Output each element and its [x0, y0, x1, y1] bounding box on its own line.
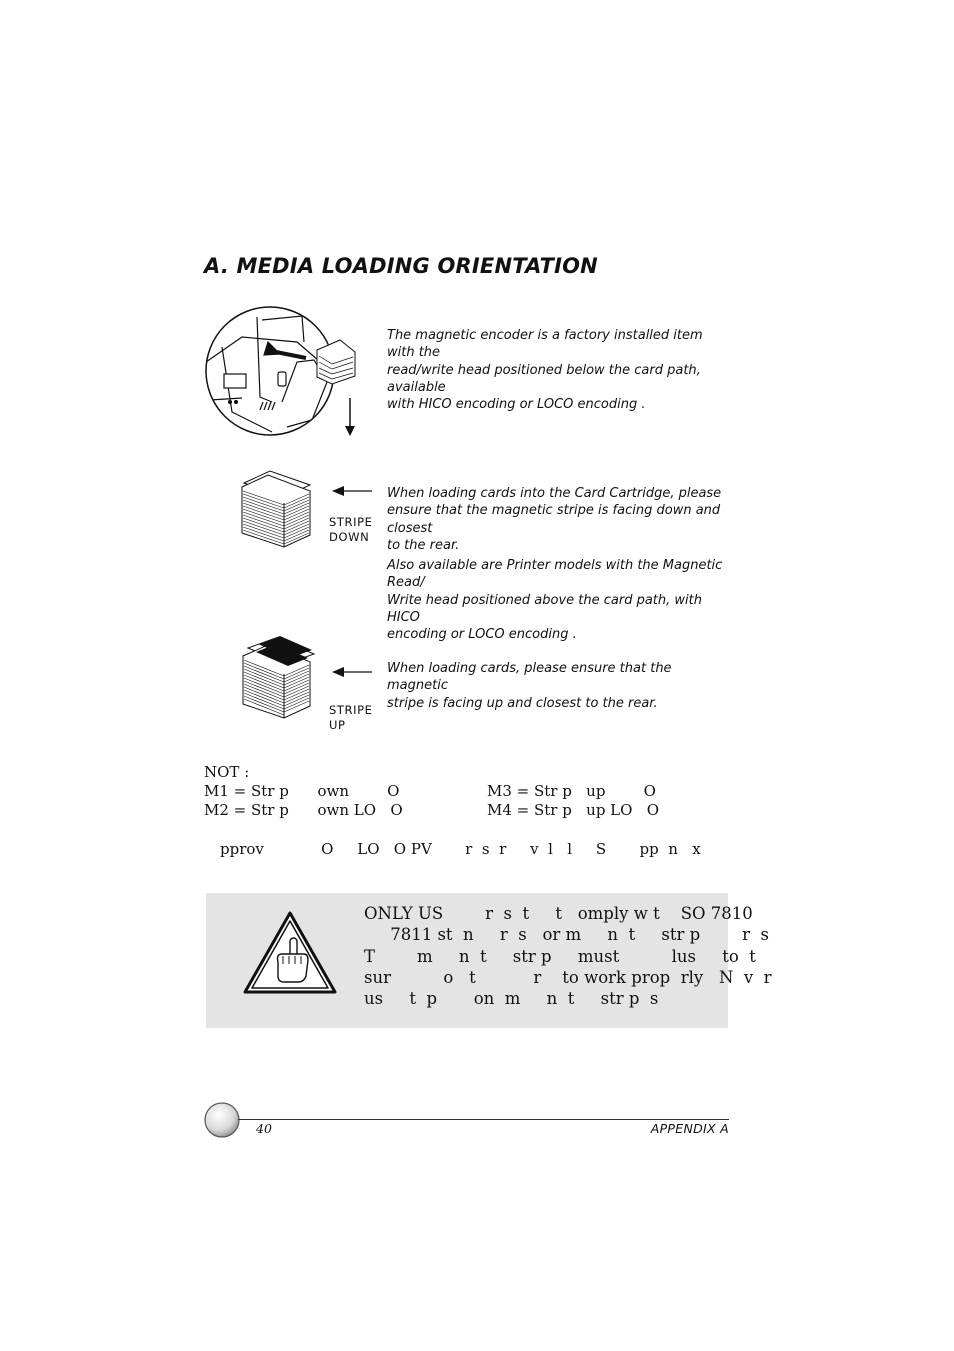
- page-number: 40: [256, 1121, 272, 1136]
- intro-paragraph: The magnetic encoder is a factory installed item with the read/write head positioned below the card path, available with HICO encoding or LOCO encoding .: [387, 328, 703, 413]
- footer-rule: [238, 1119, 729, 1120]
- page-title: A. MEDIA LOADING ORIENTATION: [204, 254, 598, 278]
- note-heading: NOT :: [204, 763, 250, 781]
- note-approved: pprov O LO O PV r s r v l l S pp n x: [220, 840, 701, 858]
- stripe-down-label: STRIPE DOWN: [329, 515, 373, 544]
- section-label: APPENDIX A: [650, 1121, 729, 1136]
- note-m4: M4 = Str p up LO O: [487, 801, 660, 819]
- also-available-paragraph: Also available are Printer models with the Magnetic Read/ Write head positioned above the card path, with HICO encoding or LOCO encoding .: [387, 558, 723, 643]
- stripe-down-paragraph: When loading cards into the Card Cartridge, please ensure that the magnetic stripe is facing down and closest to the rear.: [387, 486, 722, 553]
- note-m3: M3 = Str p up O: [487, 782, 656, 800]
- stripe-up-paragraph: When loading cards, please ensure that the magnetic stripe is facing up and closest to the rear.: [387, 661, 672, 711]
- note-m1: M1 = Str p own O: [204, 782, 400, 800]
- note-m2: M2 = Str p own LO O: [204, 801, 403, 819]
- printer-illustration: [202, 302, 362, 442]
- page-tab-circle-icon: [203, 1101, 241, 1139]
- warning-text: ONLY US r s t t omply w t SO 7810 7811 st n r s or m n t str p r s T m n t str p must lus to t sur o t r to work prop rly N v r us t p on m n t str p s: [364, 904, 772, 1009]
- stripe-up-label: STRIPE UP: [329, 703, 373, 732]
- pointing-hand-warning-icon: [242, 910, 338, 996]
